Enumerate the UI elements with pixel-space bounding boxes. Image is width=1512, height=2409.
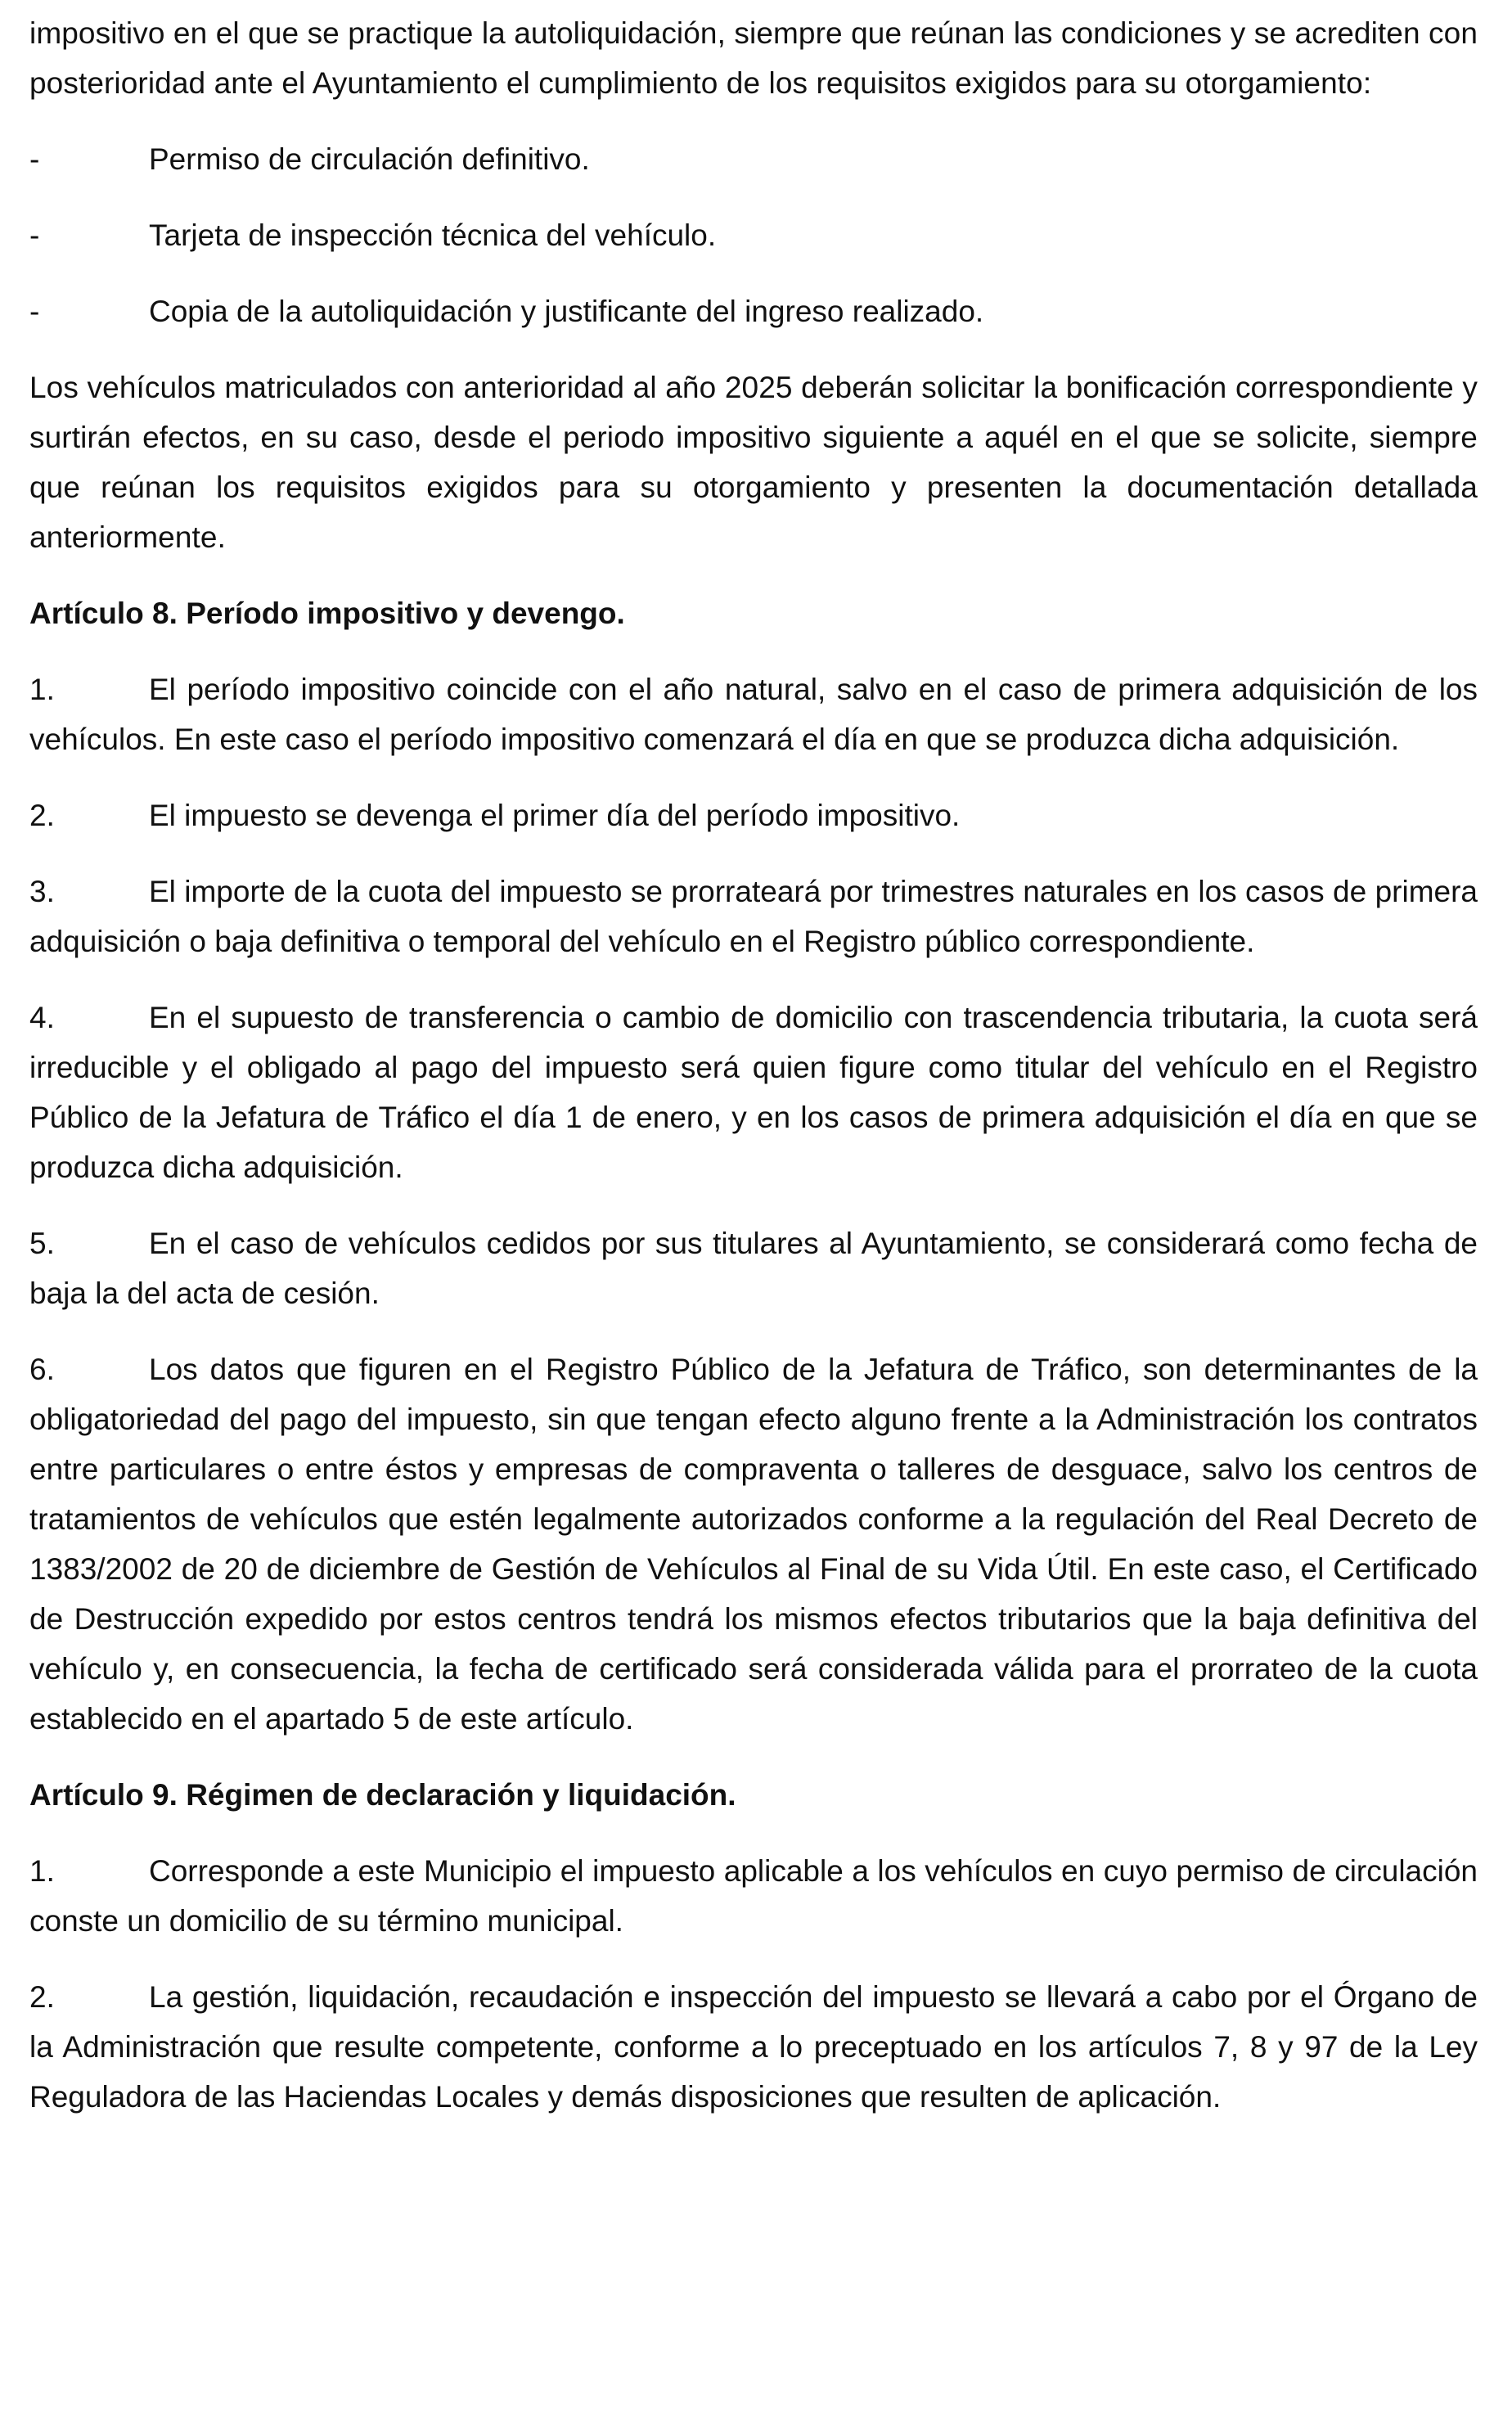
article-8-item xyxy=(29,1344,1478,1744)
item-text: La gestión, liquidación, recaudación e inspección del impuesto se llevará a cabo por el Órgano de la Administración que resulte competente, conforme a lo preceptuado en los artículos 7, 8 y 97 de la Ley Reguladora de las Haciendas Locales y demás disposiciones que resulten de aplicación. xyxy=(29,1980,1478,2114)
article-8-heading: Artículo 8. Período impositivo y devengo. xyxy=(29,597,625,630)
bullet-dash: - xyxy=(29,142,40,176)
item-number: 1. xyxy=(29,673,55,706)
article-8-item xyxy=(29,664,1478,764)
item-number: 3. xyxy=(29,875,55,908)
article-8-item xyxy=(29,867,1478,966)
item-text: El importe de la cuota del impuesto se prorrateará por trimestres naturales en los casos de primera adquisición o baja definitiva o temporal del vehículo en el Registro público correspondiente. xyxy=(29,875,1478,958)
bullet-item xyxy=(29,210,1478,260)
item-number: 2. xyxy=(29,799,55,832)
article-8-item xyxy=(29,1218,1478,1318)
intro-paragraph: impositivo en el que se practique la autoliquidación, siempre que reúnan las condiciones y se acrediten con posterioridad ante el Ayuntamiento el cumplimiento de los requisitos exigidos para su otorgamiento: xyxy=(29,16,1478,100)
bullet-text: Tarjeta de inspección técnica del vehículo. xyxy=(149,218,717,252)
item-text: El período impositivo coincide con el año natural, salvo en el caso de primera adquisición de los vehículos. En este caso el período impositivo comenzará el día en que se produzca dicha adquisición. xyxy=(29,673,1478,756)
bullet-dash: - xyxy=(29,295,40,328)
vehicles-2025-paragraph: Los vehículos matriculados con anterioridad al año 2025 deberán solicitar la bonificación correspondiente y surtirán efectos, en su caso, desde el periodo impositivo siguiente a aquél en el que se solicite, siempre que reúnan los requisitos exigidos para su otorgamiento y presenten la documentación detallada anteriormente. xyxy=(29,371,1478,554)
bullet-text: Copia de la autoliquidación y justificante del ingreso realizado. xyxy=(149,295,984,328)
bullet-item xyxy=(29,134,1478,184)
document-page xyxy=(29,8,1478,2148)
bullet-dash: - xyxy=(29,218,40,252)
article-8-item xyxy=(29,993,1478,1192)
item-number: 1. xyxy=(29,1854,55,1888)
item-text: En el caso de vehículos cedidos por sus titulares al Ayuntamiento, se considerará como fecha de baja la del acta de cesión. xyxy=(29,1227,1478,1310)
item-text: Los datos que figuren en el Registro Público de la Jefatura de Tráfico, son determinantes de la obligatoriedad del pago del impuesto, sin que tengan efecto alguno frente a la Administración los contratos entre particulares o entre éstos y empresas de compraventa o talleres de desguace, salvo los centros de tratamientos de vehículos que estén legalmente autorizados conforme a la regulación del Real Decreto de 1383/2002 de 20 de diciembre de Gestión de Vehículos al Final de su Vida Útil. En este caso, el Certificado de Destrucción expedido por estos centros tendrá los mismos efectos tributarios que la baja definitiva del vehículo y, en consecuencia, la fecha de certificado será considerada válida para el prorrateo de la cuota establecido en el apartado 5 de este artículo. xyxy=(29,1353,1478,1736)
item-text: Corresponde a este Municipio el impuesto aplicable a los vehículos en cuyo permiso de circulación conste un domicilio de su término municipal. xyxy=(29,1854,1478,1938)
item-number: 4. xyxy=(29,1001,55,1034)
article-9-item xyxy=(29,1972,1478,2122)
bullet-item xyxy=(29,286,1478,336)
article-8-item xyxy=(29,790,1478,840)
item-text: El impuesto se devenga el primer día del período impositivo. xyxy=(149,799,961,832)
bullet-text: Permiso de circulación definitivo. xyxy=(149,142,590,176)
item-number: 6. xyxy=(29,1353,55,1386)
item-number: 2. xyxy=(29,1980,55,2014)
item-number: 5. xyxy=(29,1227,55,1260)
item-text: En el supuesto de transferencia o cambio de domicilio con trascendencia tributaria, la cuota será irreducible y el obligado al pago del impuesto será quien figure como titular del vehículo en el Registro Público de la Jefatura de Tráfico el día 1 de enero, y en los casos de primera adquisición el día en que se produzca dicha adquisición. xyxy=(29,1001,1478,1184)
article-9-item xyxy=(29,1846,1478,1946)
article-9-heading: Artículo 9. Régimen de declaración y liquidación. xyxy=(29,1778,736,1812)
